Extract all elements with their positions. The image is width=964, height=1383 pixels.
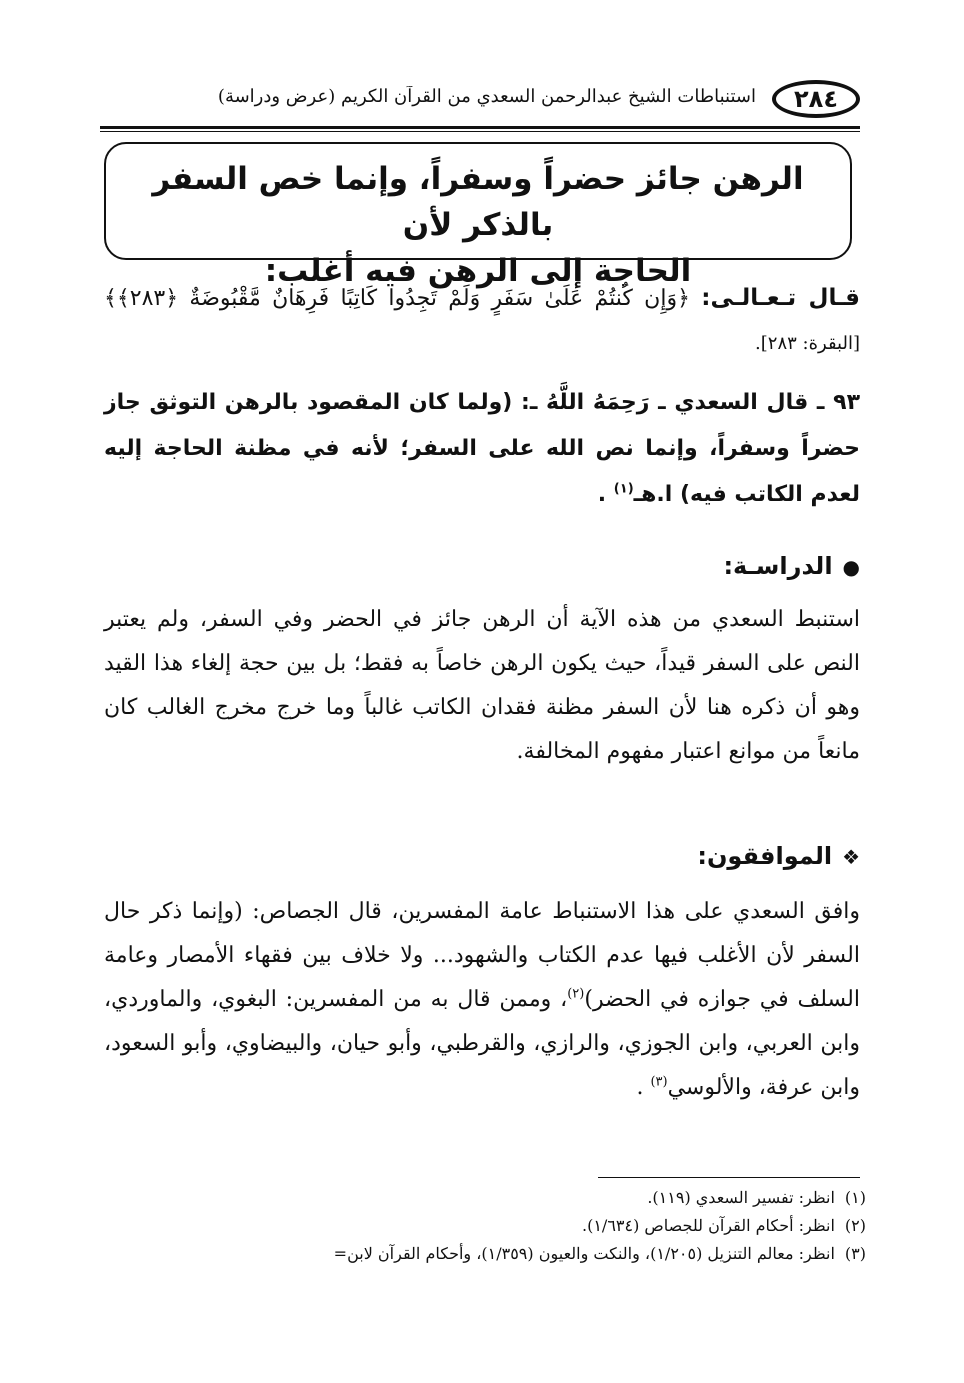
verse-text: ﴿وَإِن كُنتُمْ عَلَىٰ سَفَرٍ وَلَمْ تَجِدُوا كَاتِبًا فَرِهَانٌ مَّقْبُوضَةٌ ﴿٢٨٣﴾﴾ [104,286,690,311]
page-header [100,78,860,128]
quote-text: ٩٣ ـ قال السعدي ـ رَحِمَهُ اللَّهُ ـ: (ولما كان المقصود بالرهن التوثق جاز حضراً وسفراً، وإنما نص الله على السفر؛ لأنه في مظنة الحاجة إليه لعدم الكاتب فيه) ا.هـ [104,390,860,507]
study-heading [723,552,860,580]
diamond-bullet-icon: ❖ [842,845,860,869]
footnote-3 [104,1240,866,1268]
agreeing-heading [697,842,860,870]
page-number-badge: ٢٨٤ [772,80,860,118]
study-paragraph: استنبط السعدي من هذه الآية أن الرهن جائز في الحضر وفي السفر، ولم يعتبر النص على السفر قيداً، حيث يكون الرهن خاصاً به فقط؛ بل بين حجة إلغاء هذا القيد وهو أن ذكره هنا لأن السفر مظنة فقدان الكاتب غالباً وما خرج مخرج الغالب كان مانعاً من موانع اعتبار مفهوم المخالفة. [104,607,860,764]
verse-lead: قـال تـعـالـى: [701,285,860,311]
topic-heading-box [104,142,852,289]
footnote-1 [104,1184,866,1212]
footnote-2 [104,1212,866,1240]
topic-line-1: الرهن جائز حضراً وسفراً، وإنما خص السفر بالذكر لأن [152,161,804,243]
study-heading-label: الدراسـة: [723,552,833,580]
agreeing-text-3: . [636,1075,651,1100]
header-rule-thin [100,131,860,132]
agreeing-paragraph [104,890,860,1110]
quote-tail: . [597,482,614,507]
footnote-marker-3: (٣) [650,1074,668,1090]
topic-line-2: الحاجة إلى الرهن فيه أغلب: [264,253,692,289]
bullet-dot-icon: ● [842,555,860,579]
footnote-number: (٣) [844,1244,866,1263]
footnote-marker-1: (١) [613,481,634,497]
header-rule-thick [100,126,860,129]
agreeing-text-1: وافق السعدي على هذا الاستنباط عامة المفسرين، قال الجصاص: (وإنما ذكر حال السفر لأن الأغلب فيها عدم الكتاب والشهود... ولا خلاف بين فقهاء الأمصار وعامة السلف في جوازه في الحضر) [104,899,860,1012]
footnote-number: (١) [844,1188,866,1207]
quran-verse [104,276,860,366]
saadi-quote [104,380,860,518]
footnote-text: انظر: أحكام القرآن للجصاص (١/٦٣٤). [582,1216,835,1235]
footnote-separator [598,1177,860,1178]
verse-reference: [البقرة: ٢٨٣]. [755,333,860,354]
footnote-text: انظر: معالم التنزيل (١/٢٠٥)، والنكت والعيون (١/٣٥٩)، وأحكام القرآن لابن= [333,1244,835,1263]
footnote-text: انظر: تفسير السعدي (١١٩). [647,1188,835,1207]
running-title: استنباطات الشيخ عبدالرحمن السعدي من القرآن الكريم (عرض ودراسة) [217,86,756,107]
agreeing-heading-label: الموافقون: [697,842,833,870]
footnotes [104,1184,866,1268]
footnote-marker-2: (٢) [567,986,585,1002]
footnote-number: (٢) [844,1216,866,1235]
agreeing-text-2: ، وممن قال به من المفسرين: البغوي، والماوردي، وابن العربي، وابن الجوزي، والرازي، والقرطبي، وأبو حيان، والبيضاوي، وأبو السعود، وابن عرفة، والألوسي [104,987,860,1100]
